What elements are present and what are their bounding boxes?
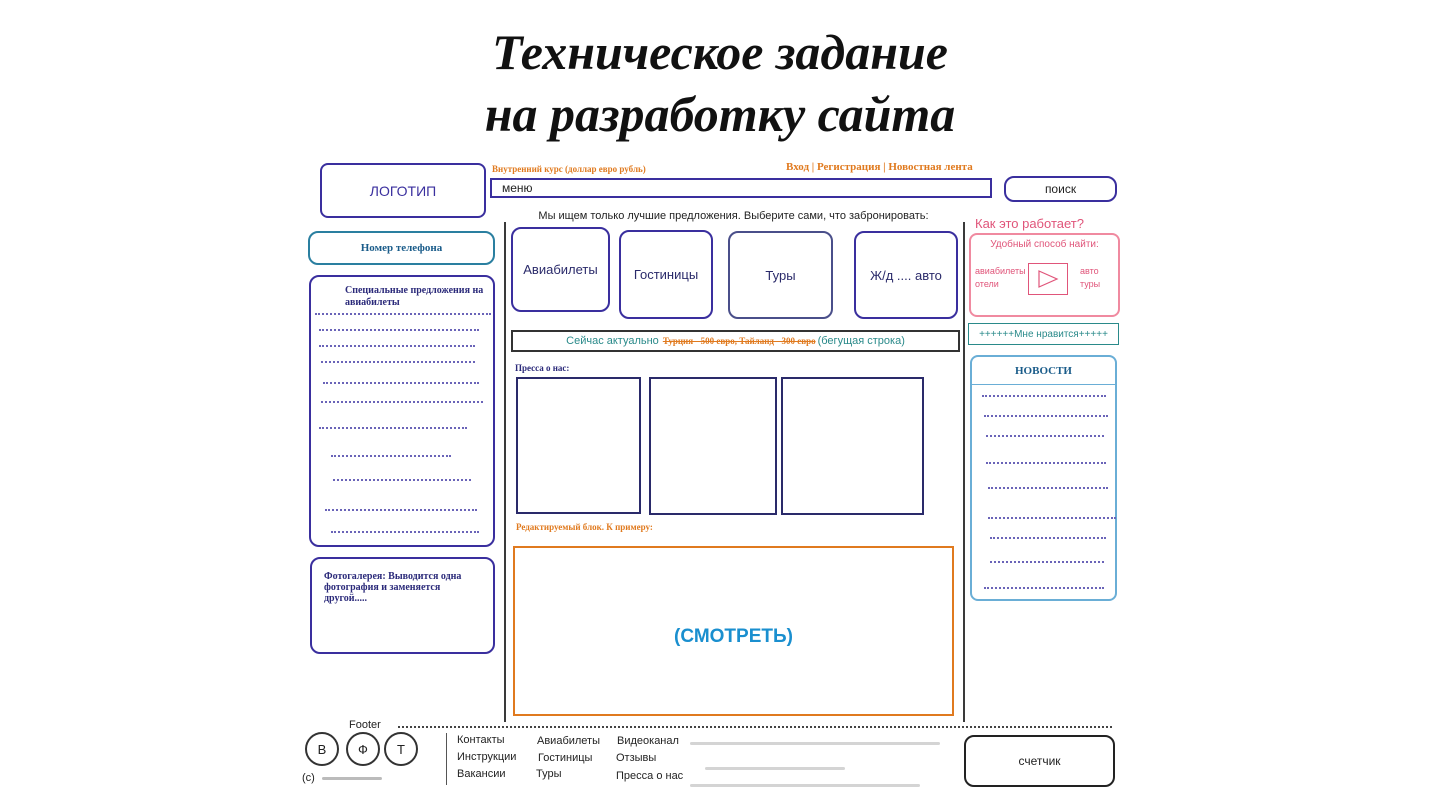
editable-block-title: Редактируемый блок. К примеру:	[516, 522, 653, 532]
currency-rate: Внутренний курс (доллар евро рубль)	[492, 164, 646, 174]
copyright: (c)	[302, 772, 315, 784]
logo-label: ЛОГОТИП	[369, 182, 437, 199]
how-item: туры	[1080, 279, 1101, 289]
footer-link[interactable]: Вакансии	[457, 768, 506, 780]
page-title-line1: Техническое задание	[491, 24, 948, 80]
blurred-text	[690, 784, 920, 787]
press-title: Пресса о нас:	[515, 363, 570, 373]
press-item[interactable]	[649, 377, 777, 515]
photo-gallery-text: Фотогалерея: Выводится одна фотография и заменяется другой.....	[324, 571, 462, 604]
ticker-suffix: (бегущая строка)	[817, 335, 905, 347]
footer-link[interactable]: Контакты	[457, 734, 505, 746]
offer-line	[319, 345, 475, 347]
footer-link[interactable]: Инструкции	[457, 751, 517, 763]
search-intro: Мы ищем только лучшие предложения. Выберите сами, что забронировать:	[538, 210, 929, 222]
category-tours[interactable]	[728, 231, 833, 319]
photo-gallery-box[interactable]	[310, 557, 495, 654]
top-links[interactable]: Вход | Регистрация | Новостная лента	[786, 161, 973, 173]
category-tours-label: Туры	[765, 267, 796, 283]
logo[interactable]	[320, 163, 486, 218]
category-rail-auto[interactable]	[854, 231, 958, 319]
offer-line	[319, 329, 479, 331]
offer-line	[333, 479, 471, 481]
news-line	[982, 395, 1106, 397]
news-line	[988, 517, 1116, 519]
category-flights-label: Авиабилеты	[523, 262, 598, 277]
how-item: отели	[975, 279, 999, 289]
how-item: авто	[1080, 266, 1099, 276]
press-item[interactable]	[516, 377, 641, 514]
category-rail-auto-label: Ж/д .... авто	[870, 267, 942, 283]
social-twitter-icon[interactable]: Т	[384, 732, 418, 766]
footer-link[interactable]: Отзывы	[616, 752, 657, 764]
offer-line	[319, 427, 467, 429]
footer-link[interactable]: Видеоканал	[617, 735, 679, 747]
ticker-offers: Турция - 500 евро, Тайланд - 300 евро	[662, 336, 816, 346]
news-title: НОВОСТИ	[972, 357, 1115, 385]
main-menu[interactable]: меню	[490, 178, 992, 198]
special-offers-box	[309, 275, 495, 547]
footer-vline	[446, 733, 447, 785]
news-line	[986, 435, 1104, 437]
how-right-list	[1080, 265, 1100, 291]
special-offers-title: Специальные предложения на авиабилеты	[345, 285, 484, 308]
blurred-text	[322, 777, 382, 780]
news-line	[988, 487, 1108, 489]
news-line	[990, 537, 1106, 539]
footer-link[interactable]: Пресса о нас	[616, 770, 684, 782]
press-item[interactable]	[781, 377, 924, 515]
footer-label: Footer	[349, 719, 381, 731]
offer-line	[323, 382, 479, 384]
footer-link[interactable]: Туры	[536, 768, 562, 780]
how-it-works-subtitle: Удобный способ найти:	[990, 239, 1099, 250]
how-it-works-title: Как это работает?	[975, 216, 1084, 231]
news-line	[984, 415, 1108, 417]
how-it-works-box[interactable]	[969, 233, 1120, 317]
left-divider	[504, 222, 506, 722]
offer-line	[321, 401, 483, 403]
social-vk-icon[interactable]: В	[305, 732, 339, 766]
category-hotels-label: Гостиницы	[633, 267, 699, 282]
page-title-line2: на разработку сайта	[484, 86, 956, 142]
right-divider	[963, 222, 965, 722]
news-line	[986, 462, 1106, 464]
search-button-label: поиск	[1044, 182, 1077, 196]
offer-line	[315, 313, 491, 315]
like-button[interactable]: ++++++Мне нравится+++++	[968, 323, 1119, 345]
play-icon[interactable]	[1028, 263, 1068, 295]
footer-link[interactable]: Авиабилеты	[537, 735, 601, 747]
editable-block	[513, 546, 954, 716]
watch-link[interactable]: (СМОТРЕТЬ)	[674, 626, 793, 647]
ticker-prefix: Сейчас актуально	[566, 335, 659, 347]
news-line	[984, 587, 1104, 589]
category-hotels[interactable]	[619, 230, 713, 319]
blurred-text	[705, 767, 845, 770]
how-left-list	[975, 265, 1026, 291]
search-button[interactable]	[1004, 176, 1117, 202]
category-flights[interactable]	[511, 227, 610, 312]
news-line	[990, 561, 1104, 563]
offer-line	[321, 361, 475, 363]
social-facebook-icon[interactable]: Ф	[346, 732, 380, 766]
offer-line	[331, 531, 479, 533]
footer-divider	[398, 726, 1112, 728]
how-item: авиабилеты	[975, 266, 1026, 276]
offer-line	[331, 455, 451, 457]
blurred-text	[690, 742, 940, 745]
footer-link[interactable]: Гостиницы	[538, 752, 593, 764]
ticker[interactable]	[511, 330, 960, 352]
phone-label: Номер телефона	[360, 242, 443, 254]
counter-box: счетчик	[964, 735, 1115, 787]
news-box	[970, 355, 1117, 601]
offer-line	[325, 509, 477, 511]
phone-box[interactable]	[308, 231, 495, 265]
